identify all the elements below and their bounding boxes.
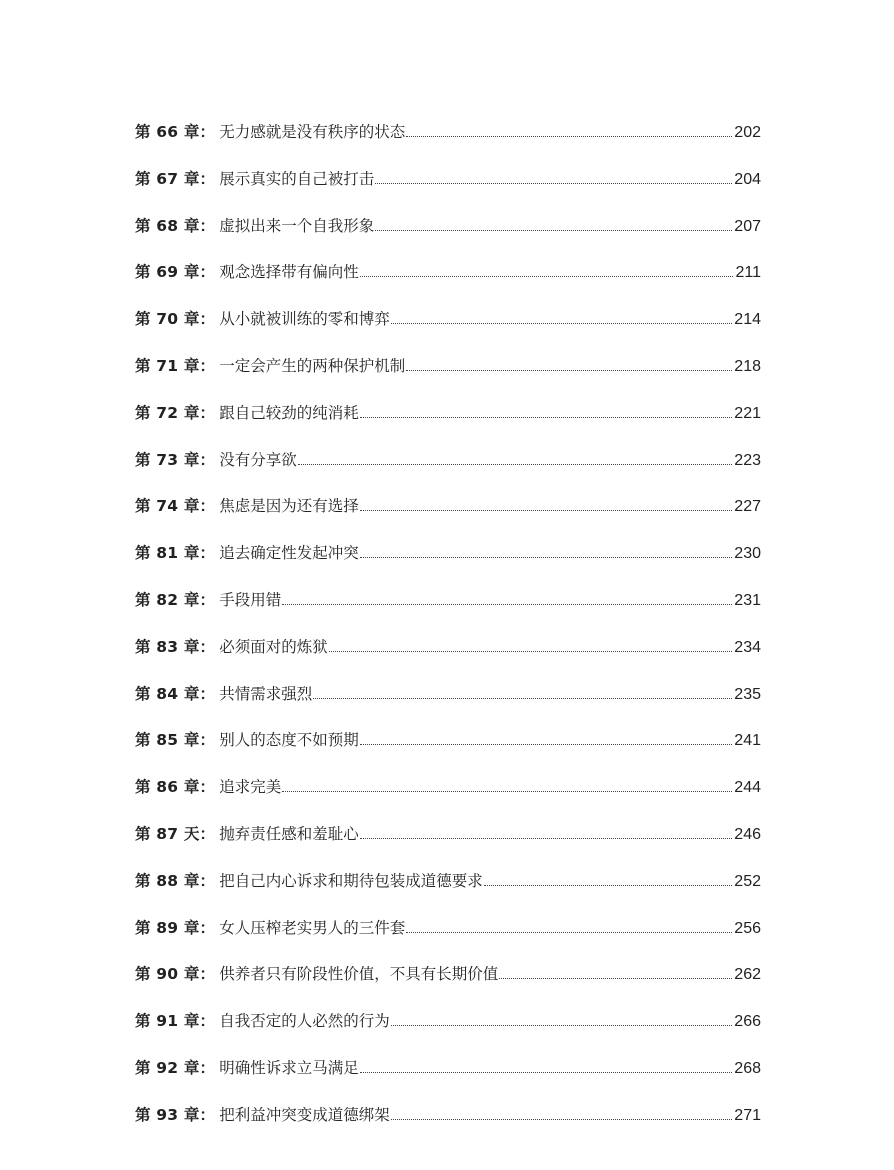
chapter-title: 跟自己较劲的纯消耗 [219, 403, 359, 422]
chapter-label: 第 66 章： [135, 123, 216, 141]
chapter-title: 把自己内心诉求和期待包装成道德要求 [219, 871, 483, 890]
toc-entry-92[interactable] [135, 1055, 761, 1102]
page-number: 244 [734, 779, 761, 797]
chapter-label: 第 89 章： [135, 918, 216, 937]
toc-entry-74[interactable] [135, 493, 761, 540]
page-number: 271 [734, 1106, 761, 1124]
dot-leader [360, 417, 733, 418]
chapter-title: 追去确定性发起冲突 [219, 544, 359, 563]
chapter-title: 女人压榨老实男人的三件套 [219, 918, 406, 937]
dot-leader [360, 557, 733, 558]
chapter-label: 第 81 章： [135, 544, 216, 563]
toc-entry-90[interactable] [135, 961, 761, 1008]
toc-entry-66[interactable] [135, 119, 761, 166]
chapter-title: 追求完美 [219, 778, 282, 797]
page-number: 246 [734, 825, 761, 843]
dot-leader [329, 651, 733, 652]
chapter-label: 第 86 章： [135, 778, 216, 797]
page-number: 204 [734, 170, 761, 188]
page-number: 221 [734, 404, 761, 422]
toc-entry-82[interactable] [135, 587, 761, 634]
toc-entry-81[interactable] [135, 540, 761, 587]
dot-leader [282, 791, 732, 792]
toc-entry-85[interactable] [135, 727, 761, 774]
chapter-title: 手段用错 [219, 590, 282, 609]
dot-leader [484, 885, 733, 886]
chapter-title: 从小就被训练的零和博弈 [219, 310, 390, 329]
dot-leader [375, 230, 732, 231]
dot-leader [298, 464, 733, 465]
chapter-label: 第 83 章： [135, 637, 216, 656]
chapter-label: 第 84 章： [135, 684, 216, 703]
page-number: 268 [734, 1059, 761, 1077]
dot-leader [360, 1072, 733, 1073]
chapter-label: 第 74 章： [135, 497, 216, 516]
dot-leader [360, 276, 734, 277]
chapter-title: 别人的态度不如预期 [219, 731, 359, 750]
dot-leader [406, 370, 732, 371]
dot-leader [406, 932, 732, 933]
chapter-label: 第 87 天： [135, 824, 216, 843]
toc-entry-83[interactable] [135, 634, 761, 681]
page-number: 256 [734, 919, 761, 937]
page-number: 211 [735, 264, 761, 282]
chapter-label: 第 93 章： [135, 1105, 216, 1124]
chapter-title: 展示真实的自己被打击 [219, 169, 375, 188]
page-number: 227 [734, 498, 761, 516]
dot-leader [406, 136, 732, 137]
chapter-label: 第 72 章： [135, 403, 216, 422]
chapter-label: 第 73 章： [135, 450, 216, 469]
chapter-label: 第 69 章： [135, 263, 216, 282]
chapter-title: 共情需求强烈 [219, 684, 313, 703]
page-number: 230 [734, 545, 761, 563]
dot-leader [313, 698, 732, 699]
toc-entry-93[interactable] [135, 1102, 761, 1149]
page-number: 252 [734, 872, 761, 890]
chapter-label: 第 88 章： [135, 871, 216, 890]
page-number: 214 [734, 311, 761, 329]
table-of-contents [135, 119, 761, 1149]
toc-entry-69[interactable] [135, 259, 761, 306]
toc-entry-72[interactable] [135, 400, 761, 447]
chapter-label: 第 85 章： [135, 731, 216, 750]
chapter-title: 把利益冲突变成道德绑架 [219, 1105, 390, 1124]
toc-entry-70[interactable] [135, 306, 761, 353]
page-number: 223 [734, 451, 761, 469]
chapter-title: 供养者只有阶段性价值，不具有长期价值 [219, 965, 499, 984]
page-number: 218 [734, 357, 761, 375]
toc-entry-71[interactable] [135, 353, 761, 400]
chapter-title: 一定会产生的两种保护机制 [219, 356, 406, 375]
toc-entry-89[interactable] [135, 915, 761, 962]
chapter-label: 第 92 章： [135, 1058, 216, 1077]
toc-entry-67[interactable] [135, 166, 761, 213]
chapter-title: 无力感就是没有秩序的状态 [219, 123, 406, 141]
toc-entry-88[interactable] [135, 868, 761, 915]
toc-entry-73[interactable] [135, 447, 761, 494]
page-number: 266 [734, 1013, 761, 1031]
page-number: 207 [734, 217, 761, 235]
dot-leader [391, 323, 733, 324]
dot-leader [282, 604, 732, 605]
toc-entry-86[interactable] [135, 774, 761, 821]
dot-leader [360, 838, 733, 839]
chapter-title: 焦虑是因为还有选择 [219, 497, 359, 516]
dot-leader [499, 978, 732, 979]
dot-leader [360, 510, 733, 511]
page-number: 231 [734, 591, 761, 609]
chapter-title: 自我否定的人必然的行为 [219, 1012, 390, 1031]
page-number: 202 [734, 124, 761, 141]
chapter-title: 必须面对的炼狱 [219, 637, 328, 656]
chapter-label: 第 90 章： [135, 965, 216, 984]
dot-leader [375, 183, 732, 184]
chapter-title: 抛弃责任感和羞耻心 [219, 824, 359, 843]
chapter-label: 第 91 章： [135, 1012, 216, 1031]
dot-leader [360, 744, 733, 745]
toc-entry-91[interactable] [135, 1008, 761, 1055]
chapter-title: 观念选择带有偏向性 [219, 263, 359, 282]
page-number: 241 [734, 732, 761, 750]
toc-entry-68[interactable] [135, 213, 761, 260]
toc-entry-84[interactable] [135, 681, 761, 728]
chapter-title: 没有分享欲 [219, 450, 297, 469]
toc-entry-87[interactable] [135, 821, 761, 868]
chapter-label: 第 67 章： [135, 169, 216, 188]
dot-leader [391, 1025, 733, 1026]
chapter-label: 第 82 章： [135, 590, 216, 609]
chapter-title: 明确性诉求立马满足 [219, 1058, 359, 1077]
page-number: 234 [734, 638, 761, 656]
dot-leader [391, 1119, 733, 1120]
chapter-title: 虚拟出来一个自我形象 [219, 216, 375, 235]
chapter-label: 第 71 章： [135, 356, 216, 375]
page-number: 262 [734, 966, 761, 984]
chapter-label: 第 68 章： [135, 216, 216, 235]
chapter-label: 第 70 章： [135, 310, 216, 329]
page-number: 235 [734, 685, 761, 703]
